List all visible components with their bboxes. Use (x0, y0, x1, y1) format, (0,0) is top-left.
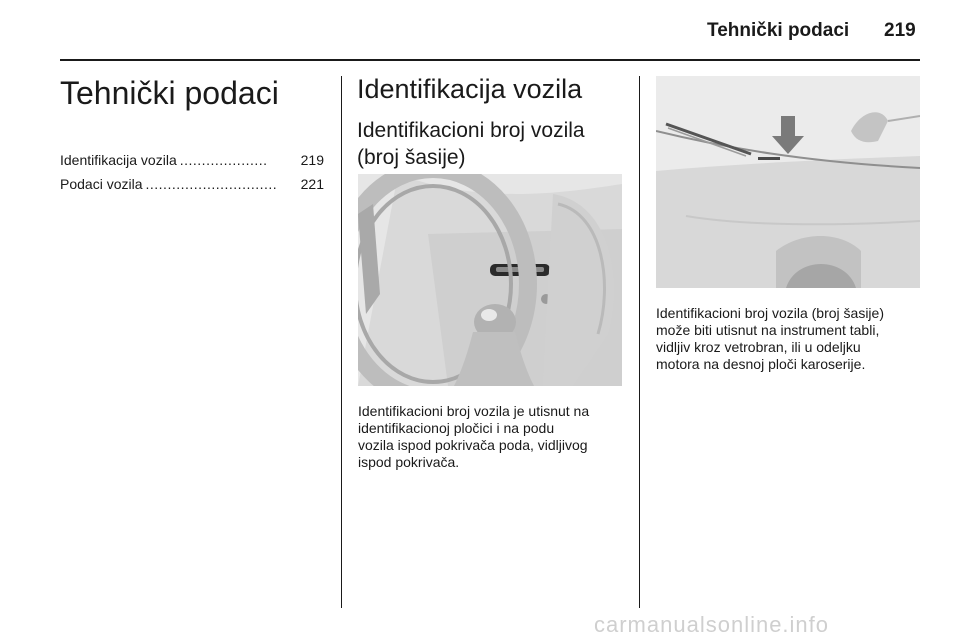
column-divider (639, 76, 640, 608)
column-divider (341, 76, 342, 608)
header-rule (60, 59, 920, 61)
toc-entry[interactable] (60, 176, 324, 200)
body-paragraph: Identifikacioni broj vozila (broj šasije) može biti utisnut na instrument tabli, vidljiv kroz vetrobran, ili u odeljku motora na desnoj ploči karoserije. (656, 305, 884, 372)
toc-entry[interactable] (60, 152, 324, 176)
table-of-contents (60, 152, 324, 200)
body-paragraph: Identifikacioni broj vozila je utisnut na identifikacionoj pločici i na podu vozila ispod pokrivača poda, vidljivog ispod pokrivača. (358, 403, 590, 470)
toc-leader-dots: .............................. (145, 176, 278, 192)
page-number: 219 (884, 20, 916, 41)
toc-leader-dots: .................... (179, 152, 268, 168)
toc-entry-page: 219 (300, 152, 324, 168)
running-title: Tehnički podaci (707, 20, 850, 41)
windshield-vin-photo (656, 76, 920, 288)
toc-entry-label: Identifikacija vozila (60, 152, 177, 168)
chapter-title: Tehnički podaci (60, 75, 279, 111)
watermark: carmanualsonline.info (594, 612, 830, 637)
floor-vin-photo (358, 174, 622, 386)
subsection-title: Identifikacioni broj vozila (broj šasije) (357, 119, 585, 169)
section-title: Identifikacija vozila (357, 74, 583, 104)
toc-entry-label: Podaci vozila (60, 176, 143, 192)
toc-entry-page: 221 (300, 176, 324, 192)
